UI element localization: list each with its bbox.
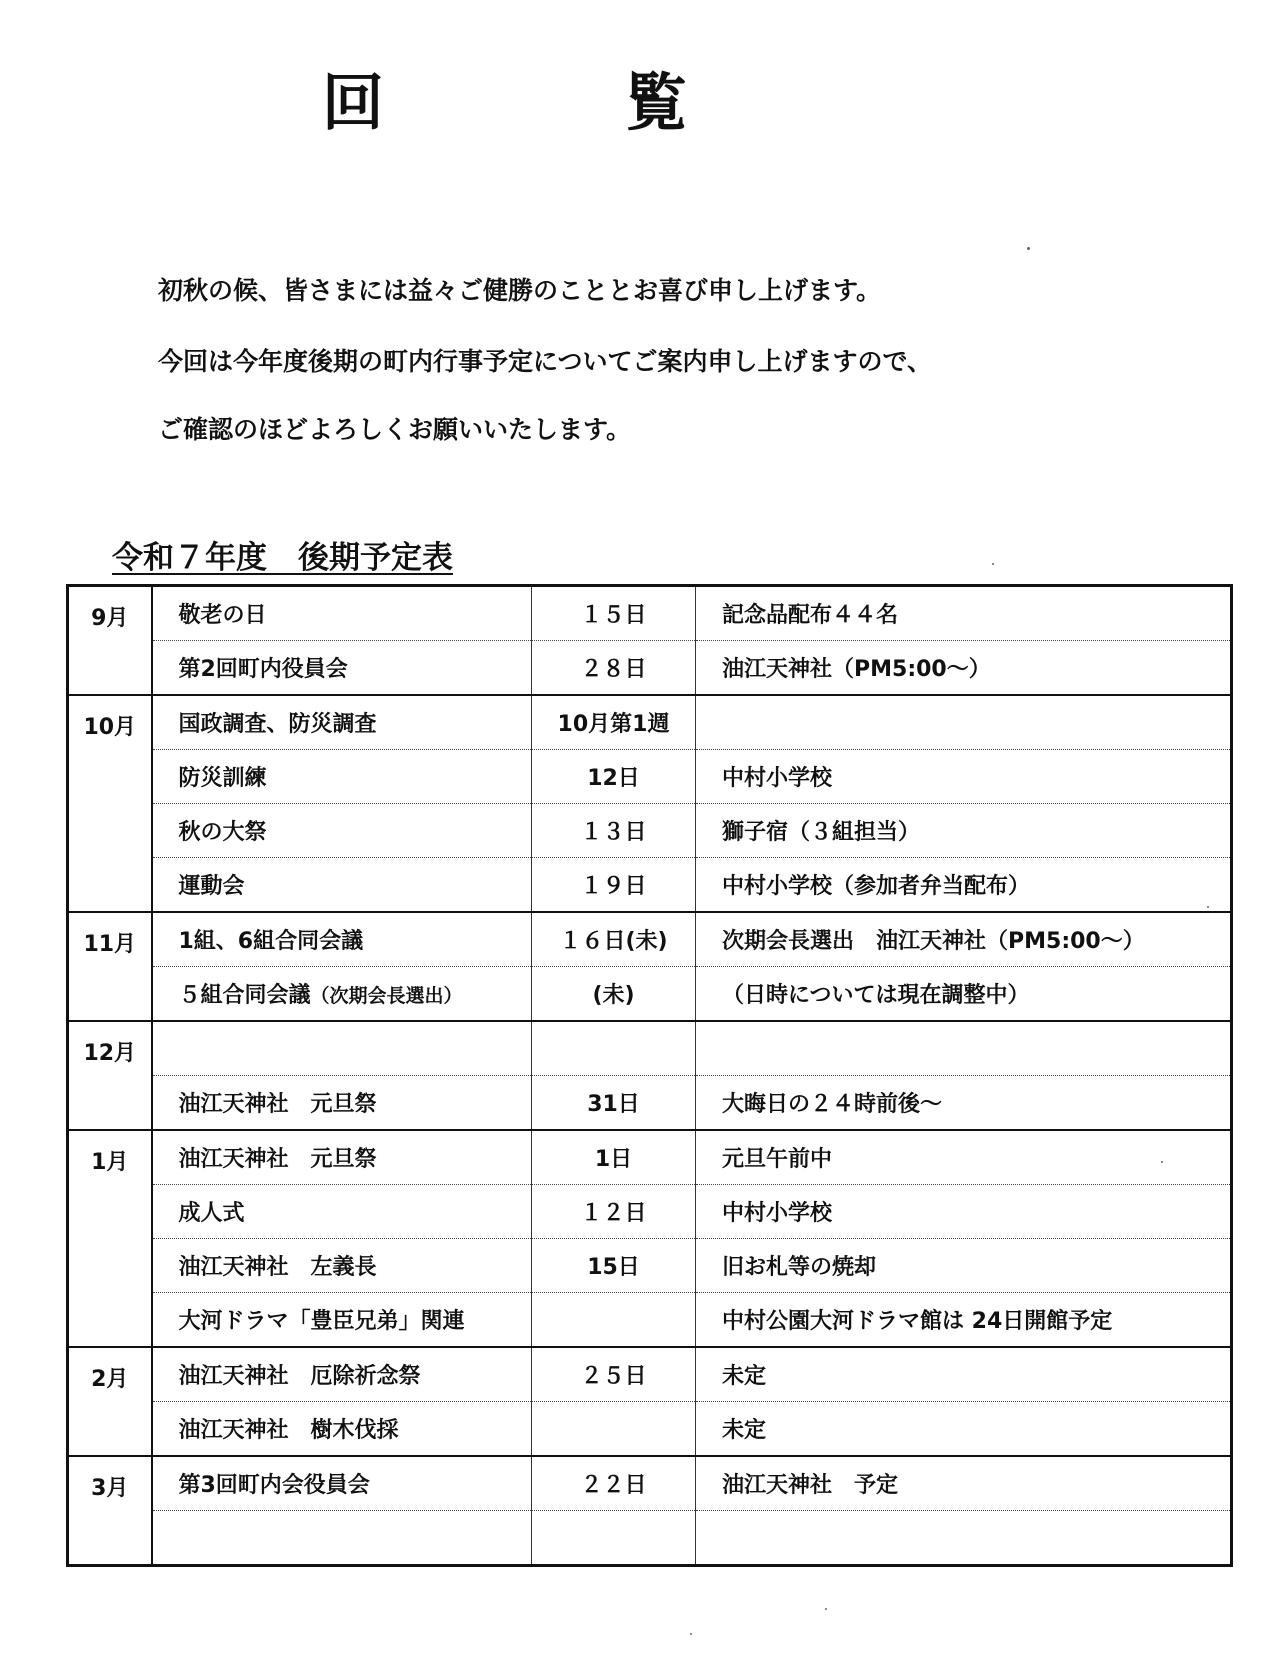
- date-cell: 10月第1週: [532, 695, 696, 750]
- table-row: [68, 641, 1232, 696]
- event-cell: 敬老の日: [152, 586, 532, 641]
- table-row: [68, 804, 1232, 858]
- table-row: [68, 1402, 1232, 1457]
- note-cell: [696, 1021, 1232, 1076]
- event-cell: 油江天神社 厄除祈念祭: [152, 1347, 532, 1402]
- month-cell: 9月: [68, 586, 152, 696]
- month-cell: 10月: [68, 695, 152, 912]
- date-cell: １２日: [532, 1185, 696, 1239]
- date-cell: 15日: [532, 1239, 696, 1293]
- note-cell: 油江天神社（PM5:00～）: [696, 641, 1232, 696]
- table-row: [68, 1347, 1232, 1402]
- event-cell: 運動会: [152, 858, 532, 913]
- note-cell: 大晦日の２４時前後～: [696, 1076, 1232, 1131]
- event-cell: 秋の大祭: [152, 804, 532, 858]
- table-row: [68, 1456, 1232, 1511]
- event-cell: 1組、6組合同会議: [152, 912, 532, 967]
- note-cell: 未定: [696, 1347, 1232, 1402]
- month-cell: 12月: [68, 1021, 152, 1130]
- note-cell: 記念品配布４４名: [696, 586, 1232, 641]
- schedule-title: 令和７年度 後期予定表: [112, 540, 453, 576]
- date-cell: １５日: [532, 586, 696, 641]
- note-cell: [696, 1511, 1232, 1566]
- note-cell: 油江天神社 予定: [696, 1456, 1232, 1511]
- event-cell: 油江天神社 元旦祭: [152, 1130, 532, 1185]
- event-cell: 油江天神社 樹木伐採: [152, 1402, 532, 1457]
- greeting-line-2: 今回は今年度後期の町内行事予定についてご案内申し上げますので、: [158, 347, 933, 376]
- event-cell: 大河ドラマ「豊臣兄弟」関連: [152, 1293, 532, 1348]
- table-row: [68, 586, 1232, 641]
- scan-speck: [1027, 247, 1030, 250]
- table-row: [68, 750, 1232, 804]
- date-cell: １９日: [532, 858, 696, 913]
- scan-speck: [992, 563, 994, 565]
- date-cell: [532, 1293, 696, 1348]
- scan-speck: [1161, 1161, 1163, 1163]
- table-row: [68, 1293, 1232, 1348]
- schedule-table: [66, 584, 1233, 1567]
- table-row: [68, 1021, 1232, 1076]
- event-main-text: ５組合同会議: [178, 983, 311, 1008]
- greeting-line-3: ご確認のほどよろしくお願いいたします。: [158, 415, 632, 444]
- note-cell: 中村公園大河ドラマ館は 24日開館予定: [696, 1293, 1232, 1348]
- event-cell: 第3回町内会役員会: [152, 1456, 532, 1511]
- event-sub-text: （次期会長選出）: [310, 985, 463, 1007]
- event-cell: 成人式: [152, 1185, 532, 1239]
- note-cell: 獅子宿（３組担当）: [696, 804, 1232, 858]
- table-row: [68, 1130, 1232, 1185]
- event-cell: 油江天神社 左義長: [152, 1239, 532, 1293]
- note-cell: （日時については現在調整中）: [696, 967, 1232, 1022]
- page-title-left-char: 回: [322, 66, 385, 139]
- event-cell: 防災訓練: [152, 750, 532, 804]
- month-cell: 3月: [68, 1456, 152, 1566]
- page-title-right-char: 覧: [625, 66, 688, 139]
- date-cell: [532, 1021, 696, 1076]
- month-cell: 11月: [68, 912, 152, 1021]
- greeting-line-1: 初秋の候、皆さまには益々ご健勝のこととお喜び申し上げます。: [158, 276, 882, 305]
- event-cell: [152, 1021, 532, 1076]
- date-cell: ２２日: [532, 1456, 696, 1511]
- date-cell: １３日: [532, 804, 696, 858]
- date-cell: 31日: [532, 1076, 696, 1131]
- month-cell: 1月: [68, 1130, 152, 1347]
- table-row: [68, 1076, 1232, 1131]
- table-row: [68, 1239, 1232, 1293]
- note-cell: [696, 695, 1232, 750]
- date-cell: １６日(未): [532, 912, 696, 967]
- note-cell: 旧お札等の焼却: [696, 1239, 1232, 1293]
- date-cell: 12日: [532, 750, 696, 804]
- month-cell: 2月: [68, 1347, 152, 1456]
- date-cell: ２８日: [532, 641, 696, 696]
- table-row: [68, 1185, 1232, 1239]
- scan-speck: [1207, 906, 1209, 908]
- event-cell: [152, 967, 532, 1022]
- scan-speck: [690, 1633, 692, 1635]
- note-cell: 中村小学校: [696, 1185, 1232, 1239]
- table-row: [68, 858, 1232, 913]
- date-cell: 1日: [532, 1130, 696, 1185]
- table-row: [68, 912, 1232, 967]
- table-row: [68, 695, 1232, 750]
- note-cell: 中村小学校: [696, 750, 1232, 804]
- event-cell: [152, 1511, 532, 1566]
- event-cell: 油江天神社 元旦祭: [152, 1076, 532, 1131]
- note-cell: 中村小学校（参加者弁当配布）: [696, 858, 1232, 913]
- date-cell: [532, 1402, 696, 1457]
- date-cell: ２５日: [532, 1347, 696, 1402]
- event-cell: 国政調査、防災調査: [152, 695, 532, 750]
- date-cell: (未): [532, 967, 696, 1022]
- scan-speck: [825, 1608, 827, 1610]
- table-row: [68, 967, 1232, 1022]
- note-cell: 未定: [696, 1402, 1232, 1457]
- note-cell: 元旦午前中: [696, 1130, 1232, 1185]
- date-cell: [532, 1511, 696, 1566]
- event-cell: 第2回町内役員会: [152, 641, 532, 696]
- table-row: [68, 1511, 1232, 1566]
- note-cell: 次期会長選出 油江天神社（PM5:00～）: [696, 912, 1232, 967]
